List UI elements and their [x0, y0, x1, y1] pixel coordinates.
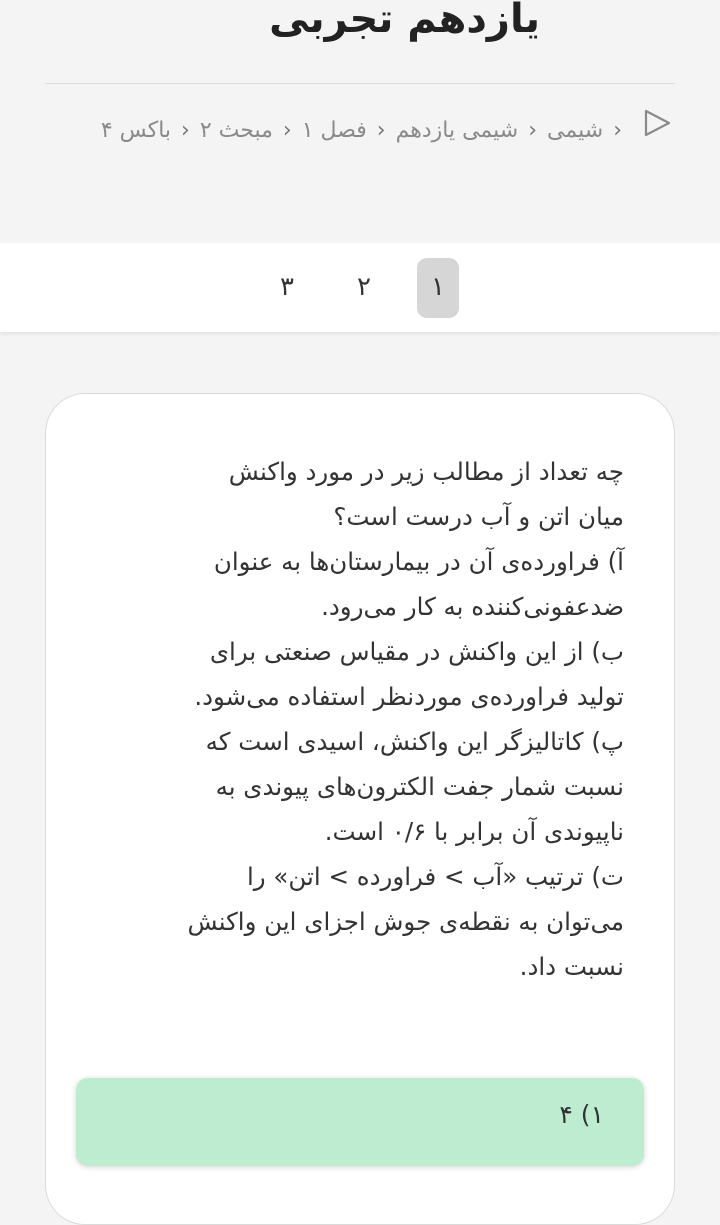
chevron-left-icon: ‹ — [376, 118, 386, 143]
question-line: ناپیوندی آن برابر با ۰/۶ است. — [324, 817, 624, 846]
page-tab-3[interactable]: ۳ — [280, 272, 294, 302]
question-line: میان اتن و آب درست است؟ — [333, 502, 624, 531]
header-area — [0, 0, 720, 243]
chevron-left-icon: ‹ — [528, 118, 538, 143]
breadcrumb-item-chapter[interactable]: فصل ۱ — [301, 118, 367, 143]
page-tab-1[interactable]: ۱ — [417, 258, 459, 318]
question-line: چه تعداد از مطالب زیر در مورد واکنش — [228, 457, 624, 486]
question-line: آ) فراورده‌ی آن در بیمارستان‌ها به عنوان — [213, 547, 624, 576]
question-line: پ) کاتالیزگر این واکنش، اسیدی است که — [205, 727, 624, 756]
question-line: نسبت داد. — [519, 952, 624, 981]
breadcrumb — [72, 108, 672, 154]
chevron-left-icon: ‹ — [181, 118, 190, 143]
breadcrumb-item-chemistry[interactable]: شیمی — [547, 118, 604, 143]
question-line: ضدعفونی‌کننده به کار می‌رود. — [321, 592, 624, 621]
chevron-left-icon: ‹ — [282, 118, 292, 143]
breadcrumb-item-chemistry-11[interactable]: شیمی یازدهم — [395, 118, 519, 143]
page-title: یازدهم تجربی — [269, 0, 540, 42]
question-text — [106, 449, 624, 989]
question-line: می‌توان به نقطه‌ی جوش اجزای این واکنش — [187, 907, 624, 936]
chevron-left-icon: ‹ — [613, 118, 622, 143]
question-card — [45, 393, 675, 1225]
play-icon[interactable] — [642, 108, 672, 154]
answer-option-1[interactable] — [76, 1078, 644, 1166]
page-tab-2[interactable]: ۲ — [357, 272, 371, 302]
question-line: ب) از این واکنش در مقیاس صنعتی برای — [209, 637, 624, 666]
pagination-bar — [0, 243, 720, 332]
question-line: تولید فراورده‌ی موردنظر استفاده می‌شود. — [194, 682, 624, 711]
question-line: نسبت شمار جفت الکترون‌های پیوندی به — [215, 772, 624, 801]
header-divider — [45, 83, 675, 84]
breadcrumb-item-topic[interactable]: مبحث ۲ — [199, 118, 273, 143]
answer-option-label: ۱) ۴ — [559, 1100, 604, 1129]
question-line: ت) ترتیب «آب > فراورده > اتن» را — [246, 862, 624, 891]
breadcrumb-item-box[interactable]: باکس ۴ — [100, 118, 172, 143]
